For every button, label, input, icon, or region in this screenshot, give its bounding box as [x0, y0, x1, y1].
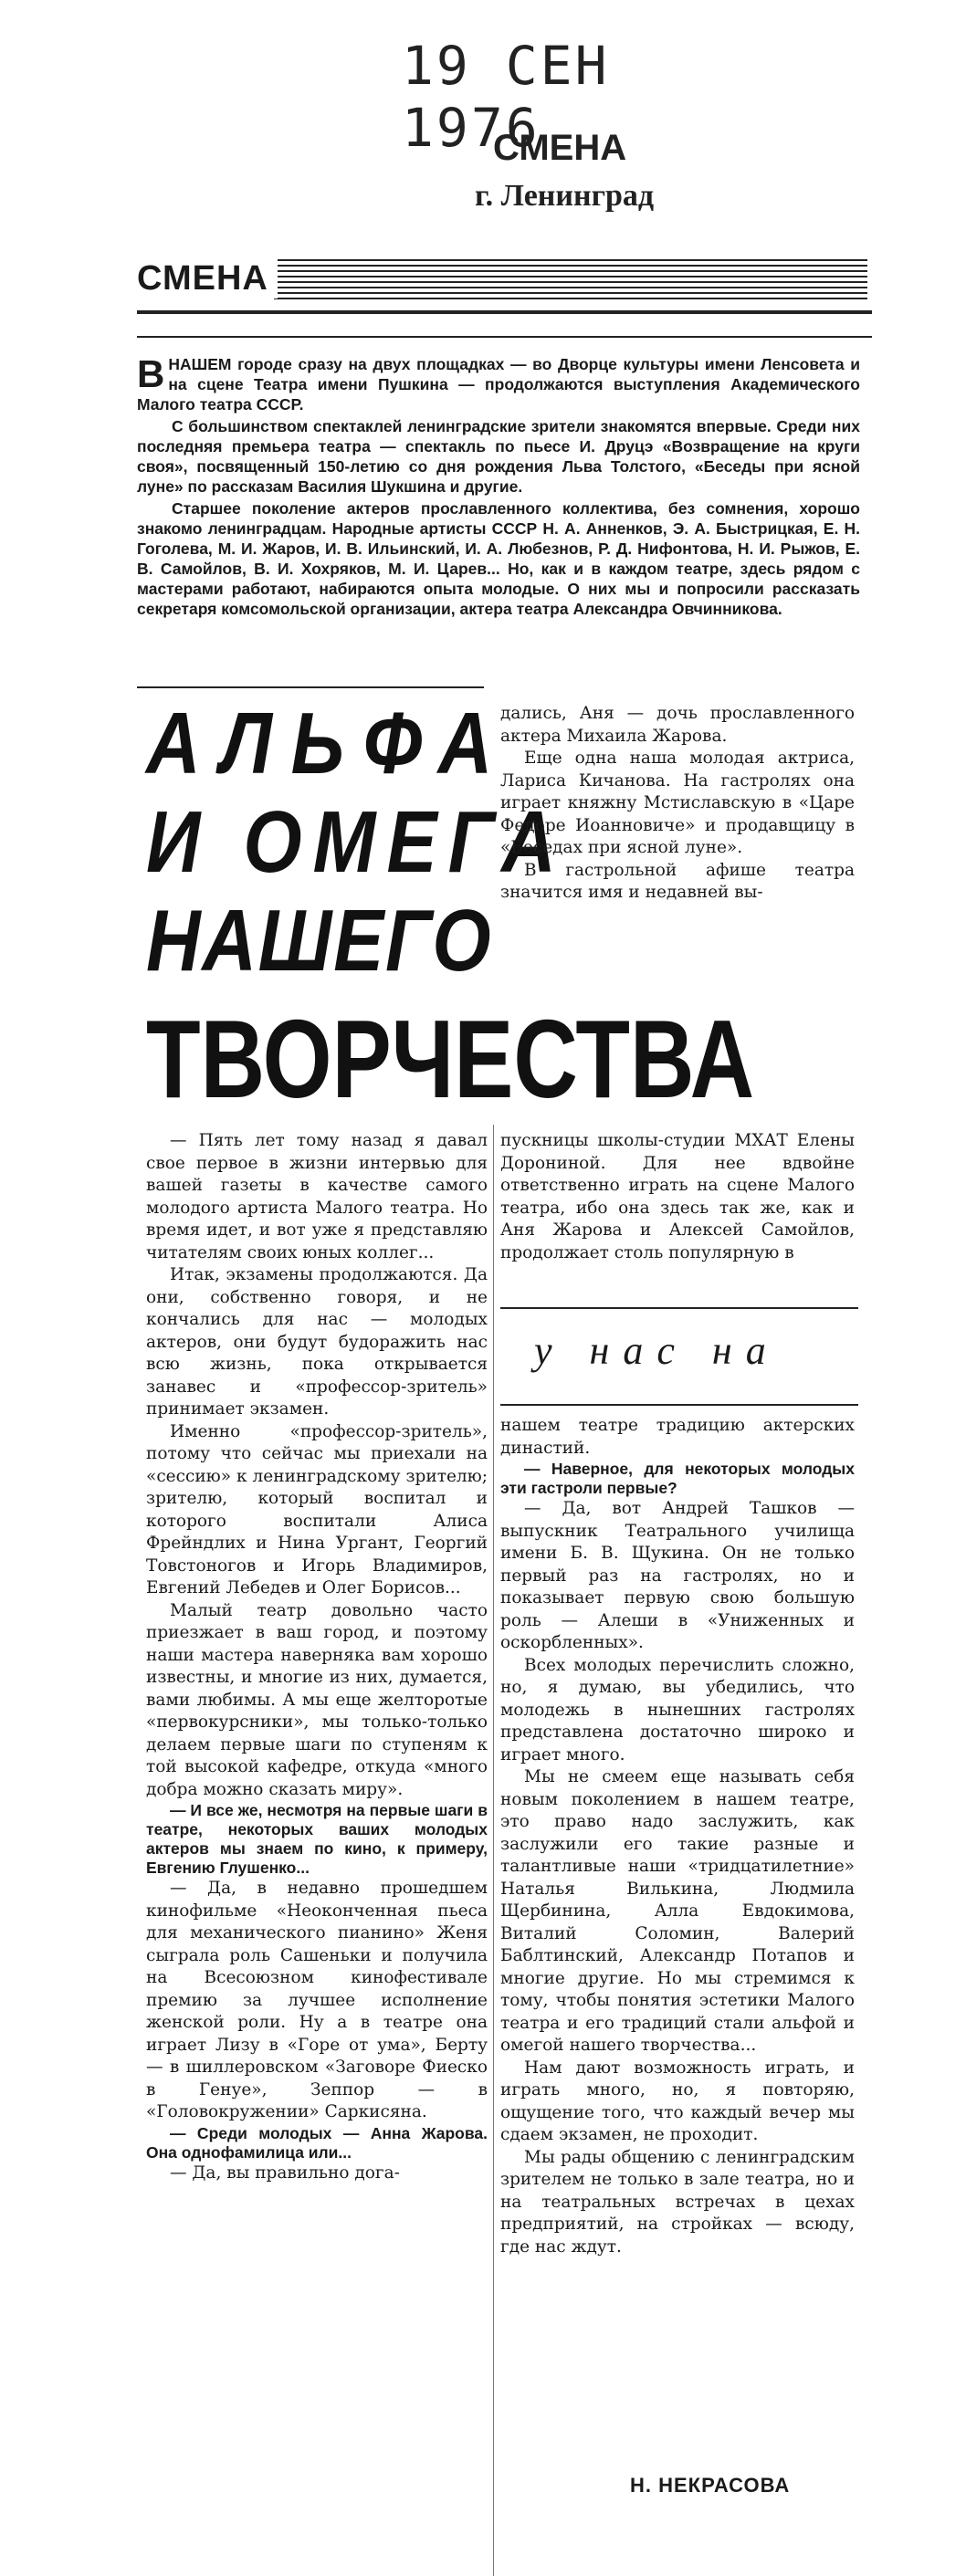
- archive-city-stamp: г. Ленинград: [475, 179, 655, 213]
- paragraph: — Да, вы правильно дога-: [170, 2162, 400, 2183]
- headline-line-4: ТВОРЧЕСТВА: [146, 997, 755, 1121]
- paragraph: Итак, экзамены продолжаются. Да они, собственно говоря, и не кончались для нас — молодых актеров, они будут будоражить нас всю жизнь, покa открывается занавес и «профессор-зритель» принимает экзамен.: [146, 1265, 488, 1419]
- column-top-right: [500, 703, 855, 905]
- paragraph: В гастрольной афише театра значится имя и недавней вы-: [500, 860, 855, 902]
- masthead-divider: [137, 310, 872, 314]
- interview-question: — И все же, несмотря на первые шаги в театре, некоторых ваших молодых актеров мы знаем по кино, к примеру, Евгению Глушенко...: [146, 1801, 488, 1877]
- column-left: [146, 1130, 488, 2184]
- interview-question: — Среди молодых — Анна Жарова. Она однофамилица или...: [146, 2123, 488, 2162]
- interview-question: — Наверное, для некоторых молодых эти гастроли первые?: [500, 1460, 855, 1497]
- paragraph: Мы рады общению с ленинградским зрителем не только в зале театра, но и на театральных встречах в цехах предприятий, на стройках — всюду, где нас ждут.: [500, 2147, 855, 2257]
- paragraph: — Да, в недавно прошедшем кинофильме «Неоконченная пьеса для механического пианино» Женя сыграла роль Сашеньки и получила на Всесоюзном кинофестивале премию за лучшее исполнение женской роли. Ну а в театре она играет Лизу в «Горе от ума», Берту — в шиллеровском «Заговоре Фиеско в Генуе», Зеппор — в «Головокружении» Саркисяна.: [146, 1879, 488, 2121]
- column-divider: [493, 1125, 494, 2576]
- paragraph: Мы не смеем еще называть себя новым поколением в нашем театре, это право надо заслужить, как заслужили его такие разные и талантливые наши «тридцатилетние» Наталья Вилькина, Людмила Щербинина, Алла Евдокимова, Виталий Соломин, Валерий Баблтинский, Александр Потапов и многие другие. Но мы стремимся к тому, чтобы понятия эстетики Малого театра и его традиций стали альфой и омегой нашего творчества...: [500, 1767, 855, 2055]
- drop-cap: В: [137, 352, 165, 395]
- lead-paragraph: ВНАШЕМ городе сразу на двух площадках — во Дворце культуры имени Ленсовета и на сцене Театра имени Пушкина — продолжаются выступления Академического Малого театра СССР.: [137, 352, 860, 414]
- paragraph: Именно «профессор-зритель», потому что сейчас мы приехали на «сессию» к ленинградскому зрителю; зрителю, который воспитал и которого воспитали Алиса Фрейндлих и Нина Ургант, Георгий Товстоногов и Игорь Владимиров, Евгений Лебедев и Олег Борисов...: [146, 1421, 488, 1597]
- headline-line-2: И ОМЕГА: [146, 793, 567, 891]
- paragraph: пускницы школы-студии МХАТ Елены Дорониной. Для нее вдвойне ответственно играть на сцене Малого театра, ибо она здесь так же, как и Аня Жарова и Алексей Самойлов, продолжает столь популярную в: [500, 1131, 855, 1262]
- column-right-lower: [500, 1415, 855, 2258]
- lead-paragraphs: [137, 354, 860, 621]
- paragraph: нашем театре традицию актерских династий.: [500, 1416, 855, 1458]
- masthead-rules: [274, 259, 867, 299]
- newspaper-masthead: [137, 256, 867, 303]
- lead-paragraph: С большинством спектаклей ленинградские зрители знакомятся впервые. Среди них последняя премьера театра — спектакль по пьесе И. Друцэ «Возвращение на круги своя», посвященный 150-летию со дня рождения Льва Толстого, «Беседы при ясной луне» по рассказам Василия Шукшина и другие.: [137, 417, 860, 496]
- paragraph: Нам дают возможность играть, и играть много, но, я повторяю, ощущение того, что каждый вечер мы сдаем экзамен, не проходит.: [500, 2058, 855, 2144]
- paragraph: — Да, вот Андрей Ташков — выпускник Театрального училища имени Б. В. Щукина. Он не только первый раз на гастролях, но и показывает первую свою большую роль — Алеши в «Униженных и оскорбленных».: [500, 1499, 855, 1652]
- lead-top-rule: [137, 336, 872, 338]
- rubric-top-rule: [500, 1307, 858, 1309]
- paragraph: Всех молодых перечислить сложно, но, я думаю, вы убедились, что молодежь в нынешних гастролях представлена достаточно широко и играет много.: [500, 1655, 855, 1764]
- paragraph: Еще одна наша молодая актриса, Лариса Кичанова. На гастролях она играет княжну Мстиславскую в «Царе Федоре Иоанновиче» и продавщицу в «Беседах при ясной луне».: [500, 749, 855, 857]
- author-signature: Н. НЕКРАСОВА: [630, 2474, 791, 2497]
- paragraph: Малый театр довольно часто приезжает в ваш город, и поэтому наши мастера наверняка вам хорошо известны, и многие из них, думается, вами любимы. А мы еще желторотые «первокурсники», мы только-только делаем первые шаги по ступеням к той высокой кафедре, откуда «много добра можно сказать миру».: [146, 1600, 488, 1799]
- lead-paragraph: Старшее поколение актеров прославленного коллектива, без сомнения, хорошо знакомо ленинградцам. Народные артисты СССР Н. А. Анненков, Э. А. Быстрицкая, Е. Н. Гоголева, М. И. Жаров, И. В. Ильинский, И. А. Любезнов, Р. Д. Нифонтова, Н. И. Рыжов, Е. В. Самойлов, В. И. Хохряков, М. И. Царев... Но, как и в каждом театре, здесь рядом с мастерами работают, набираются опыта молодые. О них мы и попросили рассказать секретаря комсомольской организации, актера театра Александра Овчинникова.: [137, 499, 860, 618]
- archive-date-stamp: 19 СЕН 1976: [402, 35, 610, 159]
- paragraph: дались, Аня — дочь прославленного актера Михаила Жарова.: [500, 704, 855, 746]
- rubric-bottom-rule: [500, 1404, 858, 1406]
- column-right-upper: [500, 1130, 855, 1264]
- masthead-title: СМЕНА: [137, 259, 278, 298]
- lead-bottom-rule: [137, 686, 484, 688]
- paragraph: — Пять лет тому назад я давал свое первое в жизни интервью для вашей газеты в качестве самого молодого артиста Малого театра. Но время идет, и вот уже я представляю читателям своих юных коллег...: [146, 1131, 488, 1262]
- headline-line-3: НАШЕГО: [146, 892, 493, 990]
- headline-line-1: АЛЬФА: [146, 695, 511, 792]
- section-rubric: у нас на: [534, 1328, 780, 1373]
- archive-paper-stamp: СМЕНА: [493, 128, 627, 168]
